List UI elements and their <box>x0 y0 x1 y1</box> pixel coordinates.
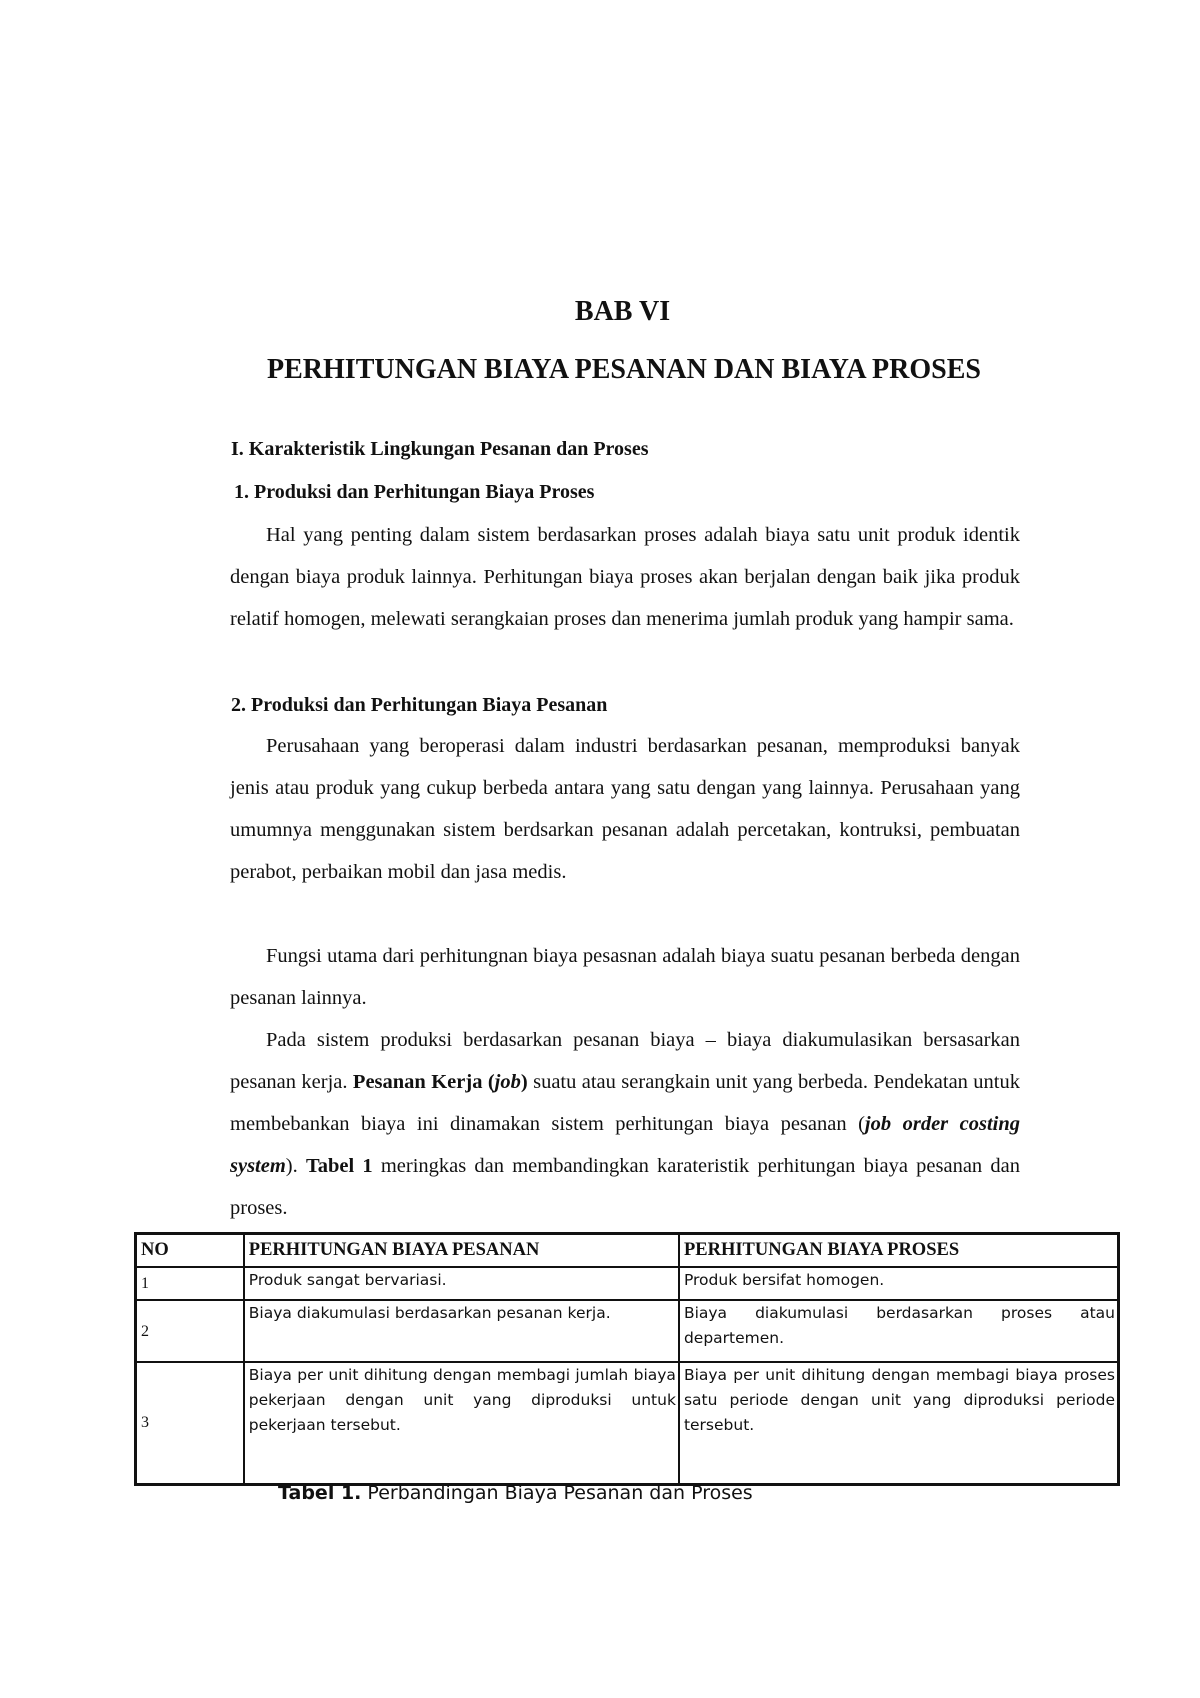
cell-pesanan: Biaya per unit dihitung dengan membagi jumlah biaya pekerjaan dengan unit yang diproduksi untuk pekerjaan tersebut. <box>244 1362 679 1484</box>
paragraph-3-text-4: meringkas dan membandingkan karateristik perhitungan biaya pesanan dan proses. <box>230 1155 1020 1219</box>
subsection-2-paragraph-1: Perusahaan yang beroperasi dalam industri berdasarkan pesanan, memproduksi banyak jenis atau produk yang cukup berbeda antara yang satu dengan yang lainnya. Perusahaan yang umumnya menggunakan sistem berdsarkan pesanan adalah percetakan, kontruksi, pembuatan perabot, perbaikan mobil dan jasa medis. <box>230 735 1020 883</box>
table-row <box>136 1300 1119 1362</box>
cell-no: 1 <box>136 1267 244 1300</box>
chapter-title: PERHITUNGAN BIAYA PESANAN DAN BIAYA PROSES <box>267 354 981 385</box>
table-header-row <box>136 1234 1119 1268</box>
cell-pesanan: Produk sangat bervariasi. <box>244 1267 679 1300</box>
cell-proses: Biaya diakumulasi berdasarkan proses atau departemen. <box>679 1300 1119 1362</box>
paragraph-3-text-3: ). <box>285 1155 306 1177</box>
table-caption <box>278 1482 753 1504</box>
cell-proses: Biaya per unit dihitung dengan membagi biaya proses satu periode dengan unit yang diproduksi periode tersebut. <box>679 1362 1119 1484</box>
paragraph-3-bold-1: Pesanan Kerja ( <box>352 1071 495 1093</box>
cell-no: 3 <box>136 1362 244 1484</box>
paragraph-3-bold-italic-1: job <box>494 1071 521 1093</box>
paragraph-3-bold-2: ) <box>520 1071 528 1093</box>
header-no: NO <box>136 1234 244 1268</box>
table-row <box>136 1267 1119 1300</box>
subsection-2-paragraph-3 <box>230 1019 1020 1229</box>
paragraph-3-text-1: Pada sistem produksi berdasarkan pesanan biaya – biaya diakumulasikan bersasarkan pesanan kerja. <box>230 1029 1020 1093</box>
cell-no: 2 <box>136 1300 244 1362</box>
comparison-table <box>134 1232 1120 1486</box>
cell-pesanan: Biaya diakumulasi berdasarkan pesanan kerja. <box>244 1300 679 1362</box>
paragraph-3-bold-italic-2: job order costing system <box>230 1113 1021 1177</box>
chapter-heading: BAB VI <box>574 296 671 327</box>
subsection-2-paragraph-2: Fungsi utama dari perhitungnan biaya pesasnan adalah biaya suatu pesanan berbeda dengan pesanan lainnya. <box>230 945 1020 1009</box>
subsection-1-paragraph: Hal yang penting dalam sistem berdasarkan proses adalah biaya satu unit produk identik dengan biaya produk lainnya. Perhitungan biaya proses akan berjalan dengan baik jika produk relatif homogen, melewati serangkaian proses dan menerima jumlah produk yang hampir sama. <box>230 524 1020 630</box>
paragraph-3-text-2: suatu atau serangkain unit yang berbeda. Pendekatan untuk membebankan biaya ini dinamakan sistem perhitungan biaya pesanan ( <box>230 1071 1021 1135</box>
paragraph-3-bold-3: Tabel 1 <box>305 1155 373 1177</box>
subsection-1-heading: 1. Produksi dan Perhitungan Biaya Proses <box>234 481 595 503</box>
caption-label: Tabel 1. <box>278 1482 362 1504</box>
section-heading: I. Karakteristik Lingkungan Pesanan dan Proses <box>231 438 649 460</box>
caption-text: Perbandingan Biaya Pesanan dan Proses <box>361 1482 753 1504</box>
header-pesanan: PERHITUNGAN BIAYA PESANAN <box>244 1234 679 1268</box>
subsection-2-heading: 2. Produksi dan Perhitungan Biaya Pesanan <box>231 694 608 716</box>
table-row <box>136 1362 1119 1484</box>
cell-proses: Produk bersifat homogen. <box>679 1267 1119 1300</box>
header-proses: PERHITUNGAN BIAYA PROSES <box>679 1234 1119 1268</box>
